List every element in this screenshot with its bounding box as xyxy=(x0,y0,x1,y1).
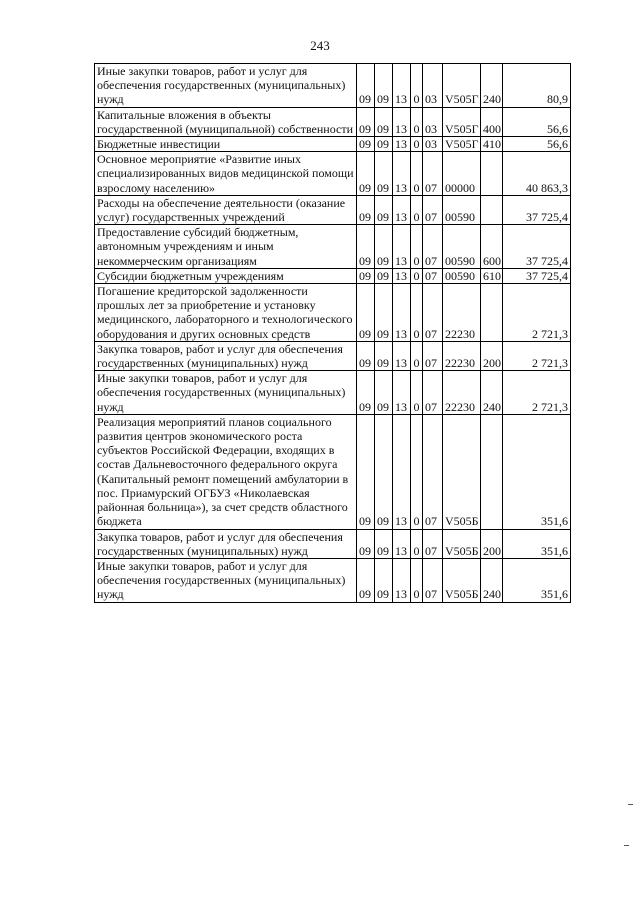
row-name-text: Иные закупки товаров, работ и услуг для обеспечения государственных (муниципальных) нужд xyxy=(97,371,346,414)
table-row xyxy=(95,341,571,370)
table-row xyxy=(95,107,571,136)
row-name-text: Реализация мероприятий планов социального развития центров экономического роста субъектов Российской Федерации, входящих в состав Дальневосточного федерального округа (Капитальный ремонт помещений амбулатории в пос. Приамурский ОГБУЗ «Николаевская районная больница»), за счет средств областного бюджета xyxy=(97,414,349,529)
code-cs2-cell: 0 xyxy=(411,341,423,370)
code-gr-cell: 09 xyxy=(357,558,375,602)
code-gr-cell: 09 xyxy=(357,64,375,108)
code-cs3-cell: 07 xyxy=(423,414,443,529)
code-vr-cell xyxy=(481,195,503,224)
row-name-text: Расходы на обеспечение деятельности (оказание услуг) государственных учреждений xyxy=(97,195,346,225)
row-name-text: Иные закупки товаров, работ и услуг для обеспечения государственных (муниципальных) нужд xyxy=(97,558,346,602)
code-cs4-cell: 00590 xyxy=(443,225,481,269)
code-cs4-cell: 00590 xyxy=(443,268,481,283)
code-rz-cell: 09 xyxy=(375,195,393,224)
code-cs3-cell: 07 xyxy=(423,341,443,370)
code-cs4-cell: V505Г xyxy=(443,137,481,152)
code-gr-cell: 09 xyxy=(357,137,375,152)
row-name xyxy=(95,137,357,152)
code-cs3-cell: 03 xyxy=(423,137,443,152)
code-rz-cell: 09 xyxy=(375,107,393,136)
code-cs1-cell: 13 xyxy=(393,107,411,136)
code-rz-cell: 09 xyxy=(375,268,393,283)
code-vr-cell: 240 xyxy=(481,64,503,108)
code-cs4-cell: V505Б xyxy=(443,529,481,558)
code-cs3-cell: 07 xyxy=(423,195,443,224)
amount-cell: 56,6 xyxy=(503,107,571,136)
code-rz-cell: 09 xyxy=(375,341,393,370)
amount-cell: 2 721,3 xyxy=(503,371,571,415)
amount-cell: 351,6 xyxy=(503,558,571,602)
code-cs3-cell: 07 xyxy=(423,268,443,283)
amount-cell: 2 721,3 xyxy=(503,341,571,370)
amount-cell: 351,6 xyxy=(503,414,571,529)
code-cs2-cell: 0 xyxy=(411,107,423,136)
row-name-text: Капитальные вложения в объекты государственной (муниципальной) собственности xyxy=(97,107,354,136)
row-name xyxy=(95,371,357,415)
code-vr-cell xyxy=(481,414,503,529)
amount-cell: 56,6 xyxy=(503,137,571,152)
code-gr-cell: 09 xyxy=(357,414,375,529)
row-name xyxy=(95,284,357,342)
amount-cell: 37 725,4 xyxy=(503,195,571,224)
table-row xyxy=(95,371,571,415)
code-rz-cell: 09 xyxy=(375,137,393,152)
code-rz-cell: 09 xyxy=(375,529,393,558)
row-name xyxy=(95,558,357,602)
code-cs3-cell: 07 xyxy=(423,225,443,269)
code-cs4-cell: V505Б xyxy=(443,414,481,529)
code-gr-cell: 09 xyxy=(357,195,375,224)
code-cs2-cell: 0 xyxy=(411,195,423,224)
code-vr-cell: 200 xyxy=(481,529,503,558)
code-rz-cell: 09 xyxy=(375,558,393,602)
table-row xyxy=(95,64,571,108)
table-row xyxy=(95,284,571,342)
table-row xyxy=(95,414,571,529)
code-cs2-cell: 0 xyxy=(411,529,423,558)
code-rz-cell: 09 xyxy=(375,284,393,342)
code-cs2-cell: 0 xyxy=(411,137,423,152)
code-rz-cell: 09 xyxy=(375,64,393,108)
code-cs2-cell: 0 xyxy=(411,284,423,342)
amount-cell: 351,6 xyxy=(503,529,571,558)
code-gr-cell: 09 xyxy=(357,341,375,370)
row-name xyxy=(95,414,357,529)
code-cs4-cell: 00000 xyxy=(443,152,481,196)
code-cs2-cell: 0 xyxy=(411,371,423,415)
scan-mark xyxy=(628,804,633,805)
code-cs1-cell: 13 xyxy=(393,341,411,370)
code-vr-cell: 240 xyxy=(481,558,503,602)
table-row xyxy=(95,137,571,152)
code-cs1-cell: 13 xyxy=(393,529,411,558)
row-name-text: Погашение кредиторской задолженности прошлых лет за приобретение и установку медицинского, лабораторного и технологического оборудования и других основных средств xyxy=(97,284,353,341)
code-gr-cell: 09 xyxy=(357,107,375,136)
code-vr-cell: 410 xyxy=(481,137,503,152)
code-vr-cell: 600 xyxy=(481,225,503,269)
code-gr-cell: 09 xyxy=(357,152,375,196)
amount-cell: 37 725,4 xyxy=(503,268,571,283)
code-gr-cell: 09 xyxy=(357,284,375,342)
code-cs1-cell: 13 xyxy=(393,414,411,529)
code-gr-cell: 09 xyxy=(357,225,375,269)
code-cs1-cell: 13 xyxy=(393,284,411,342)
row-name-text: Предоставление субсидий бюджетным, автономным учреждениям и иным некоммерческим организациям xyxy=(97,225,299,268)
code-cs2-cell: 0 xyxy=(411,268,423,283)
budget-table xyxy=(94,63,571,603)
code-cs3-cell: 07 xyxy=(423,558,443,602)
code-gr-cell: 09 xyxy=(357,371,375,415)
code-cs1-cell: 13 xyxy=(393,268,411,283)
code-cs1-cell: 13 xyxy=(393,371,411,415)
code-cs3-cell: 07 xyxy=(423,529,443,558)
code-cs4-cell: 22230 xyxy=(443,341,481,370)
code-cs2-cell: 0 xyxy=(411,152,423,196)
code-cs4-cell: 22230 xyxy=(443,371,481,415)
row-name xyxy=(95,225,357,269)
code-vr-cell xyxy=(481,284,503,342)
code-vr-cell: 610 xyxy=(481,268,503,283)
table-row xyxy=(95,558,571,602)
code-rz-cell: 09 xyxy=(375,152,393,196)
table-body xyxy=(95,64,571,603)
row-name-text: Иные закупки товаров, работ и услуг для обеспечения государственных (муниципальных) нужд xyxy=(97,64,346,107)
scan-mark xyxy=(624,845,629,846)
amount-cell: 37 725,4 xyxy=(503,225,571,269)
code-vr-cell: 200 xyxy=(481,341,503,370)
table-row xyxy=(95,268,571,283)
code-cs2-cell: 0 xyxy=(411,225,423,269)
row-name xyxy=(95,64,357,108)
code-cs4-cell: V505Б xyxy=(443,558,481,602)
amount-cell: 80,9 xyxy=(503,64,571,108)
code-rz-cell: 09 xyxy=(375,225,393,269)
code-cs3-cell: 07 xyxy=(423,152,443,196)
amount-cell: 40 863,3 xyxy=(503,152,571,196)
row-name xyxy=(95,152,357,196)
code-cs1-cell: 13 xyxy=(393,225,411,269)
table-row xyxy=(95,152,571,196)
code-vr-cell: 400 xyxy=(481,107,503,136)
code-gr-cell: 09 xyxy=(357,268,375,283)
code-cs3-cell: 07 xyxy=(423,284,443,342)
code-cs1-cell: 13 xyxy=(393,195,411,224)
code-cs1-cell: 13 xyxy=(393,152,411,196)
code-cs3-cell: 07 xyxy=(423,371,443,415)
code-cs1-cell: 13 xyxy=(393,137,411,152)
row-name xyxy=(95,195,357,224)
row-name xyxy=(95,107,357,136)
code-cs3-cell: 03 xyxy=(423,64,443,108)
code-cs1-cell: 13 xyxy=(393,558,411,602)
code-cs2-cell: 0 xyxy=(411,64,423,108)
row-name-text: Закупка товаров, работ и услуг для обеспечения государственных (муниципальных) нужд xyxy=(97,341,343,371)
code-rz-cell: 09 xyxy=(375,371,393,415)
row-name-text: Закупка товаров, работ и услуг для обеспечения государственных (муниципальных) нужд xyxy=(97,529,343,558)
amount-cell: 2 721,3 xyxy=(503,284,571,342)
code-cs4-cell: V505Г xyxy=(443,64,481,108)
code-cs3-cell: 03 xyxy=(423,107,443,136)
code-vr-cell xyxy=(481,152,503,196)
row-name xyxy=(95,529,357,558)
row-name-text: Субсидии бюджетным учреждениям xyxy=(97,268,284,283)
code-cs4-cell: 00590 xyxy=(443,195,481,224)
table-row xyxy=(95,225,571,269)
code-cs4-cell: V505Г xyxy=(443,107,481,136)
code-vr-cell: 240 xyxy=(481,371,503,415)
row-name xyxy=(95,341,357,370)
row-name-text: Бюджетные инвестиции xyxy=(97,137,221,152)
table-row xyxy=(95,195,571,224)
row-name xyxy=(95,268,357,283)
code-rz-cell: 09 xyxy=(375,414,393,529)
code-cs2-cell: 0 xyxy=(411,558,423,602)
code-cs2-cell: 0 xyxy=(411,414,423,529)
row-name-text: Основное мероприятие «Развитие иных специализированных видов медицинской помощи взрослому населению» xyxy=(97,152,354,195)
code-cs1-cell: 13 xyxy=(393,64,411,108)
table-row xyxy=(95,529,571,558)
code-cs4-cell: 22230 xyxy=(443,284,481,342)
code-gr-cell: 09 xyxy=(357,529,375,558)
page-number: 243 xyxy=(310,38,330,53)
